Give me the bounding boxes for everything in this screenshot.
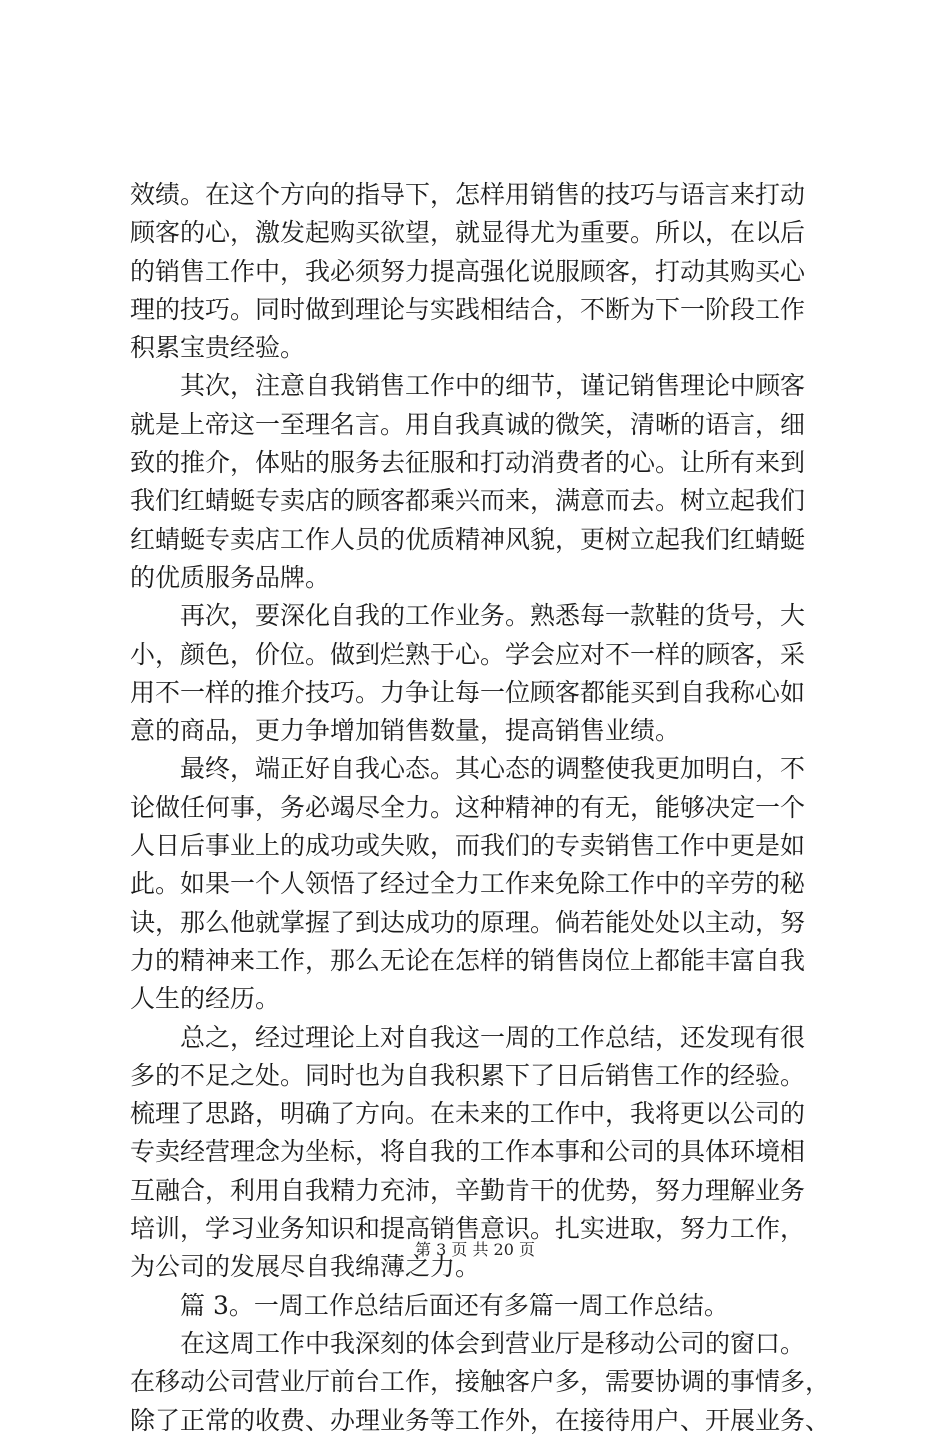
- text-line: 再次，要深化自我的工作业务。熟悉每一款鞋的货号，大: [180, 601, 806, 631]
- text-line: 在这周工作中我深刻的体会到营业厅是移动公司的窗口。: [180, 1328, 806, 1358]
- text-line: 用不一样的推介技巧。力争让每一位顾客都能买到自我称心如: [130, 677, 806, 707]
- text-line: 的优质服务品牌。: [130, 562, 331, 592]
- text-line: 此。如果一个人领悟了经过全力工作来免除工作中的辛劳的秘: [130, 869, 806, 899]
- text-line: 积累宝贵经验。: [130, 333, 306, 363]
- text-line: 人日后事业上的成功或失败，而我们的专卖销售工作中更是如: [130, 831, 806, 861]
- text-line: 在移动公司营业厅前台工作，接触客户多，需要协调的事情多，: [130, 1367, 831, 1397]
- text-line: 诀，那么他就掌握了到达成功的原理。倘若能处处以主动，努: [130, 907, 806, 937]
- text-line: 梳理了思路，明确了方向。在未来的工作中，我将更以公司的: [130, 1099, 806, 1129]
- text-line: 论做任何事，务必竭尽全力。这种精神的有无，能够决定一个: [130, 792, 806, 822]
- text-line: 意的商品，更力争增加销售数量，提高销售业绩。: [130, 716, 681, 746]
- text-line: 专卖经营理念为坐标，将自我的工作本事和公司的具体环境相: [130, 1137, 806, 1167]
- text-line: 我们红蜻蜓专卖店的顾客都乘兴而来，满意而去。树立起我们: [130, 486, 806, 516]
- text-line: 理的技巧。同时做到理论与实践相结合，不断为下一阶段工作: [130, 294, 806, 324]
- text-line: 致的推介，体贴的服务去征服和打动消费者的心。让所有来到: [130, 448, 806, 478]
- text-line: 效绩。在这个方向的指导下，怎样用销售的技巧与语言来打动: [130, 180, 806, 209]
- text-line: 多的不足之处。同时也为自我积累下了日后销售工作的经验。: [130, 1060, 806, 1090]
- text-line: 最终，端正好自我心态。其心态的调整使我更加明白，不: [180, 754, 806, 784]
- text-line: 人生的经历。: [130, 984, 281, 1014]
- text-line: 为公司的发展尽自我绵薄之力。: [130, 1252, 481, 1282]
- text-line: 小，颜色，价位。做到烂熟于心。学会应对不一样的顾客，采: [130, 639, 806, 669]
- text-line: 总之，经过理论上对自我这一周的工作总结，还发现有很: [180, 1022, 806, 1052]
- text-line: 的销售工作中，我必须努力提高强化说服顾客，打动其购买心: [130, 256, 806, 286]
- text-line: 除了正常的收费、办理业务等工作外，在接待用户、开展业务、: [130, 1405, 831, 1435]
- text-line: 互融合，利用自我精力充沛，辛勤肯干的优势，努力理解业务: [130, 1175, 806, 1205]
- page-footer: 第 3 页 共 20 页: [415, 1240, 535, 1259]
- text-line: 其次，注意自我销售工作中的细节，谨记销售理论中顾客: [180, 371, 806, 401]
- text-line: 培训，学习业务知识和提高销售意识。扎实进取，努力工作，: [130, 1214, 806, 1244]
- text-line: 力的精神来工作，那么无论在怎样的销售岗位上都能丰富自我: [130, 945, 806, 975]
- text-line: 就是上帝这一至理名言。用自我真诚的微笑，清晰的语言，细: [130, 409, 806, 439]
- text-line: 顾客的心，激发起购买欲望，就显得尤为重要。所以，在以后: [130, 218, 806, 248]
- text-line: 红蜻蜓专卖店工作人员的优质精神风貌，更树立起我们红蜻蜓: [130, 524, 806, 554]
- text-line: 篇 3。一周工作总结后面还有多篇一周工作总结。: [180, 1290, 729, 1320]
